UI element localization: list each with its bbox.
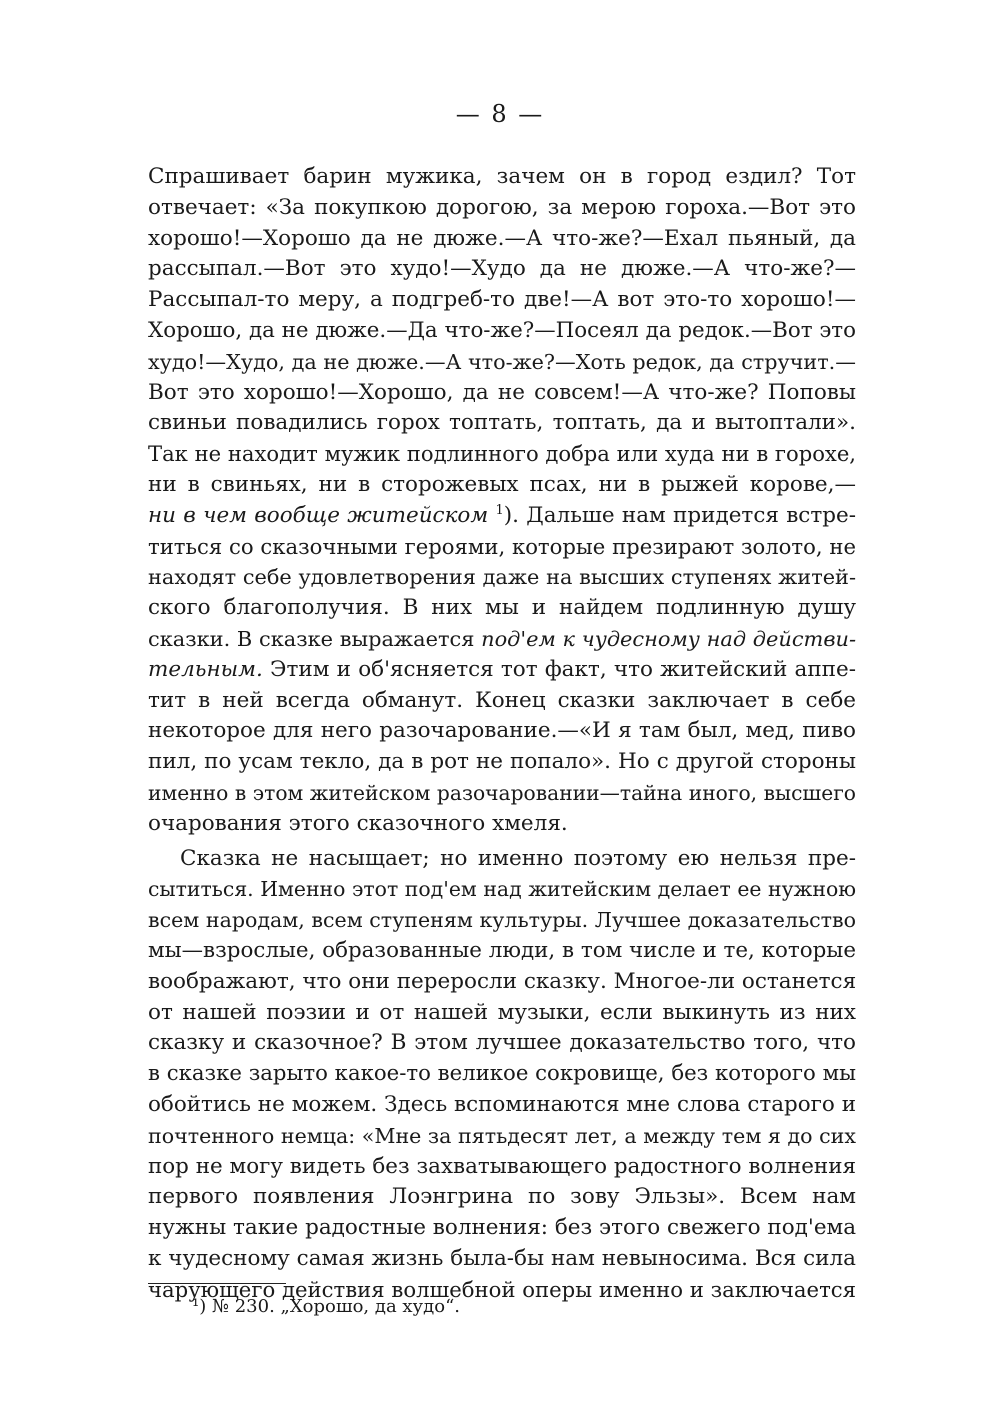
line-start: сказки. В сказке выражается (148, 626, 482, 651)
text-line: сказку и сказочное? В этом лучшее доказательство того, что (148, 1030, 856, 1056)
italic-phrase: ни в чем вообще житейском (148, 502, 489, 528)
text-line (148, 655, 856, 686)
page-number: — 8 — (455, 100, 545, 128)
text-line: первого появления Лоэнгрина по зову Эльзы». Всем нам (148, 1184, 856, 1210)
text-line: Спрашивает барин мужика, зачем он в город ездил? Тот (148, 164, 856, 189)
text-line: худо!—Худо, да не дюже.—А что-же?—Хоть редок, да стручит.— (148, 349, 856, 374)
text-line (148, 624, 856, 655)
line-rest: Этим и об'ясняется тот факт, что житейский аппе- (262, 656, 856, 682)
text-line: от нашей поэзии и от нашей музыки, если выкинуть из них (148, 999, 856, 1025)
paragraph-2 (148, 844, 856, 1306)
text-line: ни в свиньях, ни в сторожевых псах, ни в рыжей корове,— (148, 471, 856, 497)
text-line: хорошо!—Хорошо да не дюже.—А что-же?—Ехал пьяный, да (148, 225, 856, 251)
footnote: ¹) № 230. „Хорошо, да худо“. (192, 1296, 460, 1317)
text-line: тит в ней всегда обманут. Конец сказки заключает в себе (148, 687, 856, 713)
text-line: нужны такие радостные волнения: без этого свежего под'ема (148, 1215, 857, 1241)
text-line: Хорошо, да не дюже.—Да что-же?—Посеял да редок.—Вот это (148, 317, 856, 343)
text-line: находят себе удовлетворения даже на высших ступенях житей- (148, 565, 856, 590)
text-line: чарующего действия волшебной оперы именно и заключается (148, 1276, 857, 1302)
text-line: Вот это хорошо!—Хорошо, да не совсем!—А что-же? Поповы (148, 379, 856, 405)
text-line: именно в этом житейском разочаровании—тайна иного, высшего (148, 780, 856, 805)
text-line: Так не находит мужик подлинного добра или худа ни в горохе, (148, 441, 857, 467)
text-line: рассыпал.—Вот это худо!—Худо да не дюже.—А что-же?— (148, 256, 856, 282)
text-line: ского благополучия. В них мы и найдем подлинную душу (148, 595, 856, 621)
text-line: сытиться. Именно этот под'ем над житейским делает ее нужною (148, 877, 856, 902)
text-line: обойтись не можем. Здесь вспоминаются мне слова старого и (148, 1091, 856, 1117)
text-line: воображают, что они переросли сказку. Многое-ли останется (148, 968, 857, 994)
text-line (148, 501, 856, 532)
text-line: почтенного немца: «Мне за пятьдесят лет, а между тем я до сих (148, 1123, 856, 1148)
italic-phrase: тельным. (148, 656, 263, 682)
italic-phrase: под'ем к чудесному над действи- (481, 626, 857, 651)
text-line: некоторое для него разочарование.—«И я там был, мед, пиво (148, 718, 856, 744)
text-line: свиньи повадились горох топтать, топтать, да и вытоптали». (148, 410, 856, 436)
text-line: Рассыпал-то меру, а подгреб-то две!—А вот это-то хорошо!— (148, 287, 856, 313)
text-line: пил, по усам текло, да в рот не попало». Но с другой стороны (148, 749, 856, 775)
footnote-marker: 1 (495, 502, 504, 518)
text-line: всем народам, всем ступеням культуры. Лучшее доказательство (148, 908, 856, 933)
body-text (148, 162, 856, 1305)
text-line: титься со сказочными героями, которые презирают золото, не (148, 533, 856, 559)
footnote-divider (148, 1283, 286, 1284)
text-line: к чудесному самая жизнь была-бы нам невыносима. Вся сила (148, 1245, 856, 1271)
text-line: Сказка не насыщает; но именно поэтому ею нельзя пре- (180, 845, 856, 871)
paragraph-1 (148, 162, 856, 840)
line-rest: ). Дальше нам придется встре- (503, 502, 856, 528)
text-line: пор не могу видеть без захватывающего радостного волнения (148, 1153, 856, 1179)
text-line: мы—взрослые, образованные люди, в том числе и те, которые (148, 937, 856, 963)
text-line: очарования этого сказочного хмеля. (148, 810, 568, 836)
text-line: отвечает: «За покупкою дорогою, за мерою гороха.—Вот это (148, 194, 856, 220)
text-line: в сказке зарыто какое-то великое сокровище, без которого мы (148, 1061, 856, 1087)
